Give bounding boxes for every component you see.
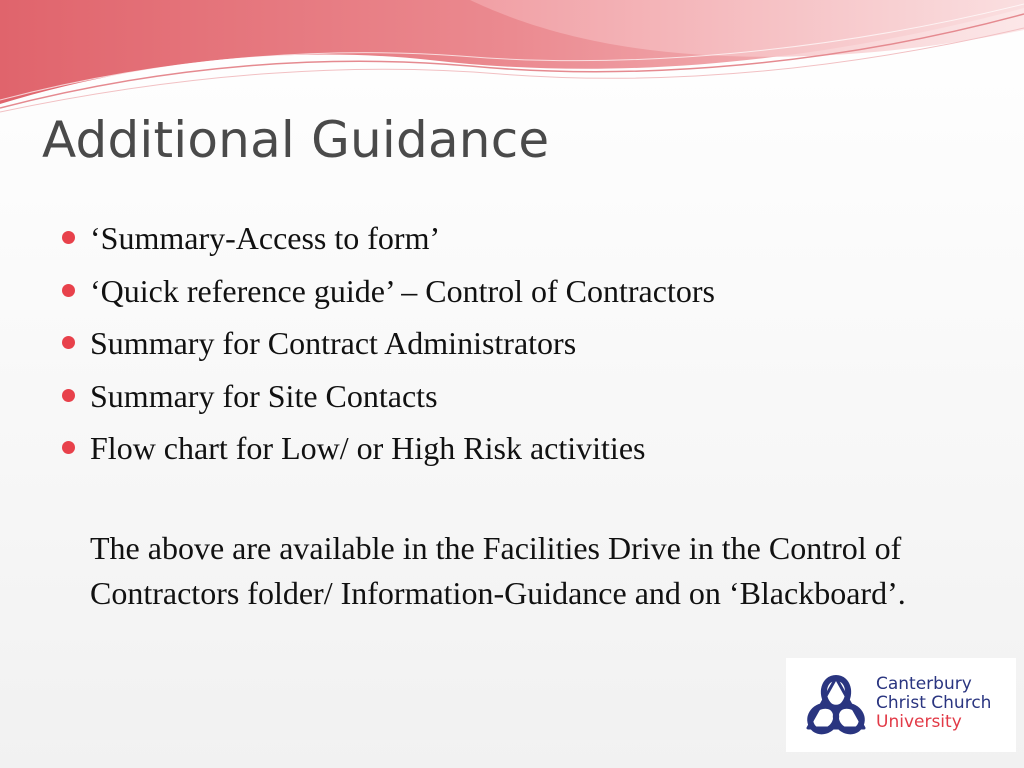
bullet-dot-icon bbox=[62, 284, 75, 297]
logo-line-1: Canterbury bbox=[876, 674, 972, 694]
bullet-text: Summary for Site Contacts bbox=[90, 377, 438, 414]
bullet-dot-icon bbox=[62, 389, 75, 402]
bullet-text: Flow chart for Low/ or High Risk activities bbox=[90, 430, 646, 466]
logo-wordmark bbox=[876, 675, 991, 732]
trefoil-emblem-icon bbox=[800, 670, 872, 738]
logo-line-2: Christ Church bbox=[876, 693, 992, 713]
bullet-dot-icon bbox=[62, 441, 75, 454]
slide-title: Additional Guidance bbox=[42, 111, 550, 169]
logo-line-3: University bbox=[876, 712, 962, 732]
bullet-dot-icon bbox=[62, 336, 75, 349]
header-swoosh-decoration bbox=[0, 0, 1024, 120]
bullet-text: Summary for Contract Administrators bbox=[90, 325, 577, 361]
bullet-item bbox=[62, 265, 715, 318]
university-logo bbox=[786, 658, 1016, 752]
bullet-item bbox=[62, 212, 715, 265]
bullet-text: ‘Summary-Access to form’ bbox=[90, 220, 441, 256]
bullet-text: ‘Quick reference guide’ – Control of Contractors bbox=[90, 272, 715, 309]
bullet-item bbox=[62, 317, 715, 370]
bullet-list bbox=[62, 212, 715, 475]
bullet-item bbox=[62, 422, 715, 475]
bullet-dot-icon bbox=[62, 231, 75, 244]
bullet-item bbox=[62, 370, 715, 423]
availability-note: The above are available in the Facilities Drive in the Control of Contractors folder/ Information-Guidance and on ‘Blackboard’. bbox=[90, 530, 906, 611]
